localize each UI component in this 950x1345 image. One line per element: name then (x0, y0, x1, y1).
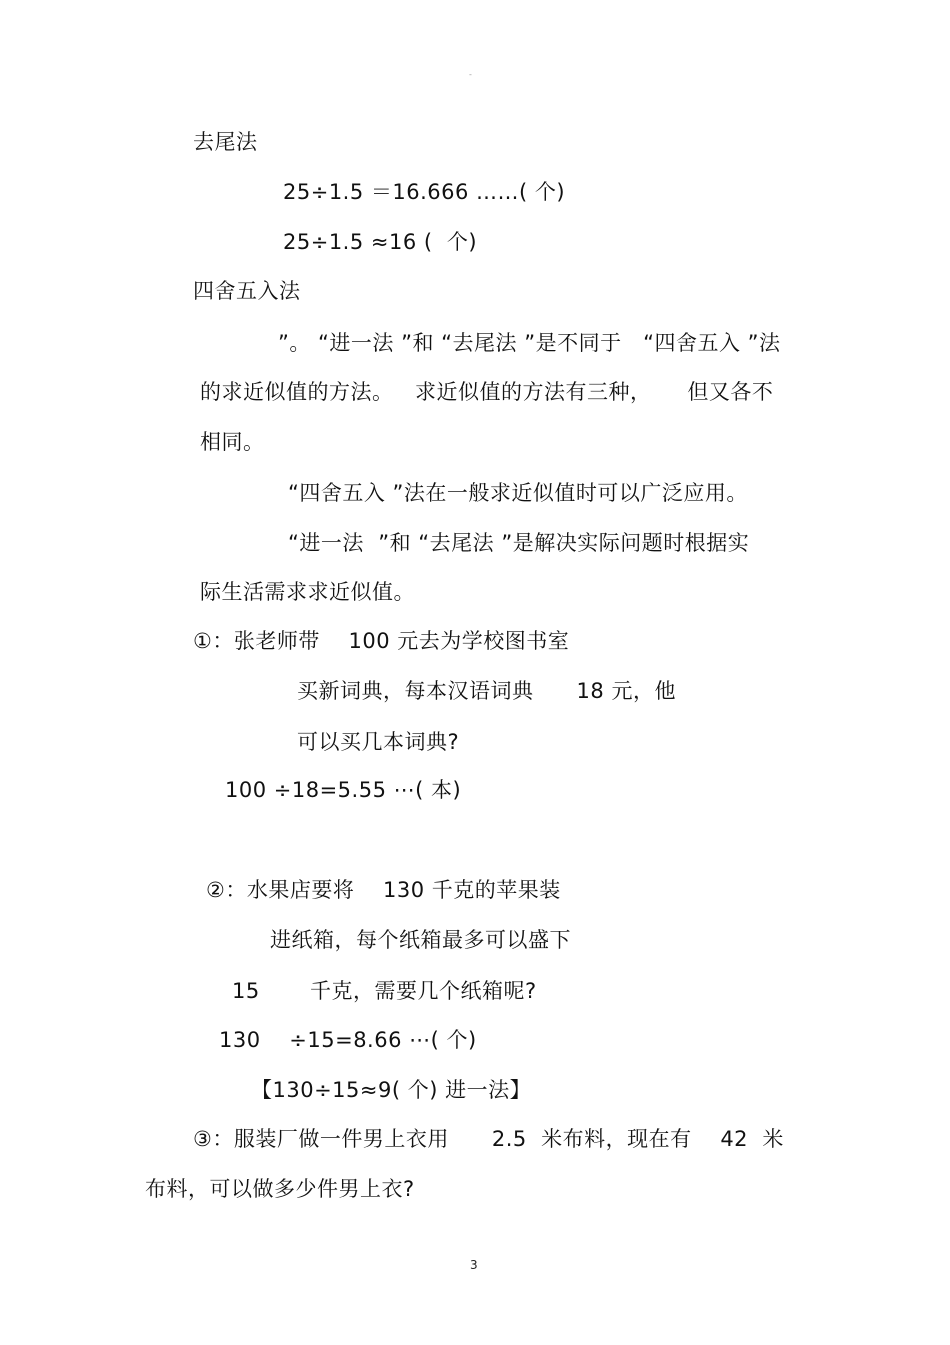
problem-3-line: ③：服装厂做一件男上衣用 2.5 米布料，现在有 42 米 (193, 1127, 784, 1151)
paragraph-line: 相同。 (200, 430, 265, 454)
paragraph-line: 际生活需求求近似值。 (200, 580, 415, 604)
problem-2-answer: 【130÷15≈9( 个) 进一法】 (251, 1078, 532, 1102)
problem-1-line: 买新词典，每本汉语词典 18 元，他 (297, 679, 676, 703)
paragraph-line: ”。 “进一法 ”和 “去尾法 ”是不同于 “四舍五入 ”法 (278, 331, 781, 355)
equation-division-approx: 25÷1.5 ≈16 ( 个) (283, 230, 478, 254)
problem-2-line: 15 千克，需要几个纸箱呢? (232, 979, 537, 1003)
problem-1-line: 可以买几本词典? (297, 730, 460, 754)
header-mark: - (469, 70, 472, 79)
problem-2-line: 进纸箱，每个纸箱最多可以盛下 (270, 928, 571, 952)
paragraph-line: “四舍五入 ”法在一般求近似值时可以广泛应用。 (288, 481, 748, 505)
paragraph-line: 的求近似值的方法。 求近似值的方法有三种， 但又各不 (200, 380, 774, 404)
paragraph-line: “进一法 ”和 “去尾法 ”是解决实际问题时根据实 (288, 531, 750, 555)
heading-rounding-method: 四舍五入法 (193, 279, 301, 303)
equation-division-exact: 25÷1.5 ＝16.666 ……( 个) (283, 180, 566, 204)
heading-truncation-method: 去尾法 (193, 130, 258, 154)
problem-1-equation: 100 ÷18=5.55 ⋯( 本) (225, 778, 462, 802)
problem-1-line: ①：张老师带 100 元去为学校图书室 (193, 629, 570, 653)
problem-2-equation: 130 ÷15=8.66 ⋯( 个) (219, 1028, 477, 1052)
problem-3-line: 布料，可以做多少件男上衣? (145, 1177, 415, 1201)
problem-2-line: ②：水果店要将 130 千克的苹果装 (206, 878, 561, 902)
page-number: 3 (470, 1258, 478, 1272)
